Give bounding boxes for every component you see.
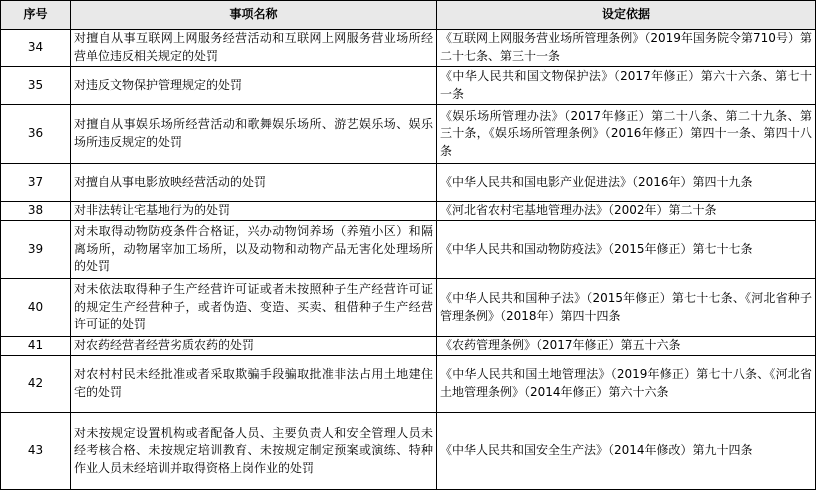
table-row [1, 30, 816, 67]
row-number: 36 [1, 105, 71, 164]
item-name: 对非法转让宅基地行为的处罚 [71, 202, 437, 221]
item-name: 对擅自从事娱乐场所经营活动和歌舞娱乐场所、游艺娱乐场、娱乐场所违反规定的处罚 [71, 105, 437, 164]
header-name: 事项名称 [71, 1, 437, 30]
item-name: 对擅自从事电影放映经营活动的处罚 [71, 164, 437, 202]
row-number: 34 [1, 30, 71, 67]
table-row [1, 356, 816, 413]
legal-basis: 《互联网上网服务营业场所管理条例》（2019年国务院令第710号）第二十七条、第三十一条 [437, 30, 816, 67]
item-name: 对农村村民未经批准或者采取欺骗手段骗取批准非法占用土地建住宅的处罚 [71, 356, 437, 413]
header-basis: 设定依据 [437, 1, 816, 30]
legal-basis: 《中华人民共和国动物防疫法》（2015年修正）第七十七条 [437, 221, 816, 279]
item-name: 对未按规定设置机构或者配备人员、主要负责人和安全管理人员未经考核合格、未按规定培训教育、未按规定制定预案或演练、特种作业人员未经培训并取得资格上岗作业的处罚 [71, 413, 437, 490]
item-name: 对擅自从事互联网上网服务经营活动和互联网上网服务营业场所经营单位违反相关规定的处罚 [71, 30, 437, 67]
row-number: 43 [1, 413, 71, 490]
row-number: 41 [1, 337, 71, 356]
row-number: 38 [1, 202, 71, 221]
row-number: 37 [1, 164, 71, 202]
row-number: 42 [1, 356, 71, 413]
legal-basis: 《中华人民共和国电影产业促进法》（2016年）第四十九条 [437, 164, 816, 202]
table-row [1, 164, 816, 202]
legal-basis: 《娱乐场所管理办法》（2017年修正）第二十八条、第二十九条、第三十条，《娱乐场所管理条例》（2016年修正）第四十一条、第四十八条 [437, 105, 816, 164]
header-no: 序号 [1, 1, 71, 30]
row-number: 35 [1, 67, 71, 105]
legal-basis: 《中华人民共和国安全生产法》（2014年修改）第九十四条 [437, 413, 816, 490]
legal-basis: 《中华人民共和国土地管理法》（2019年修正）第七十八条、《河北省土地管理条例》（2014年修正）第六十六条 [437, 356, 816, 413]
legal-basis: 《中华人民共和国文物保护法》（2017年修正）第六十六条、第七十一条 [437, 67, 816, 105]
legal-basis: 《农药管理条例》（2017年修正）第五十六条 [437, 337, 816, 356]
item-name: 对未依法取得种子生产经营许可证或者未按照种子生产经营许可证的规定生产经营种子，或者伪造、变造、买卖、租借种子生产经营许可证的处罚 [71, 279, 437, 337]
table-row [1, 279, 816, 337]
table-row [1, 202, 816, 221]
header-row [1, 1, 816, 30]
legal-basis: 《河北省农村宅基地管理办法》（2002年）第二十条 [437, 202, 816, 221]
table-row [1, 67, 816, 105]
item-name: 对未取得动物防疫条件合格证，兴办动物饲养场（养殖小区）和隔离场所，动物屠宰加工场所，以及动物和动物产品无害化处理场所的处罚 [71, 221, 437, 279]
table-row [1, 105, 816, 164]
row-number: 39 [1, 221, 71, 279]
legal-basis: 《中华人民共和国种子法》（2015年修正）第七十七条、《河北省种子管理条例》（2018年）第四十四条 [437, 279, 816, 337]
table-row [1, 413, 816, 490]
item-name: 对违反文物保护管理规定的处罚 [71, 67, 437, 105]
table-row [1, 337, 816, 356]
row-number: 40 [1, 279, 71, 337]
table-row [1, 221, 816, 279]
item-name: 对农药经营者经营劣质农药的处罚 [71, 337, 437, 356]
